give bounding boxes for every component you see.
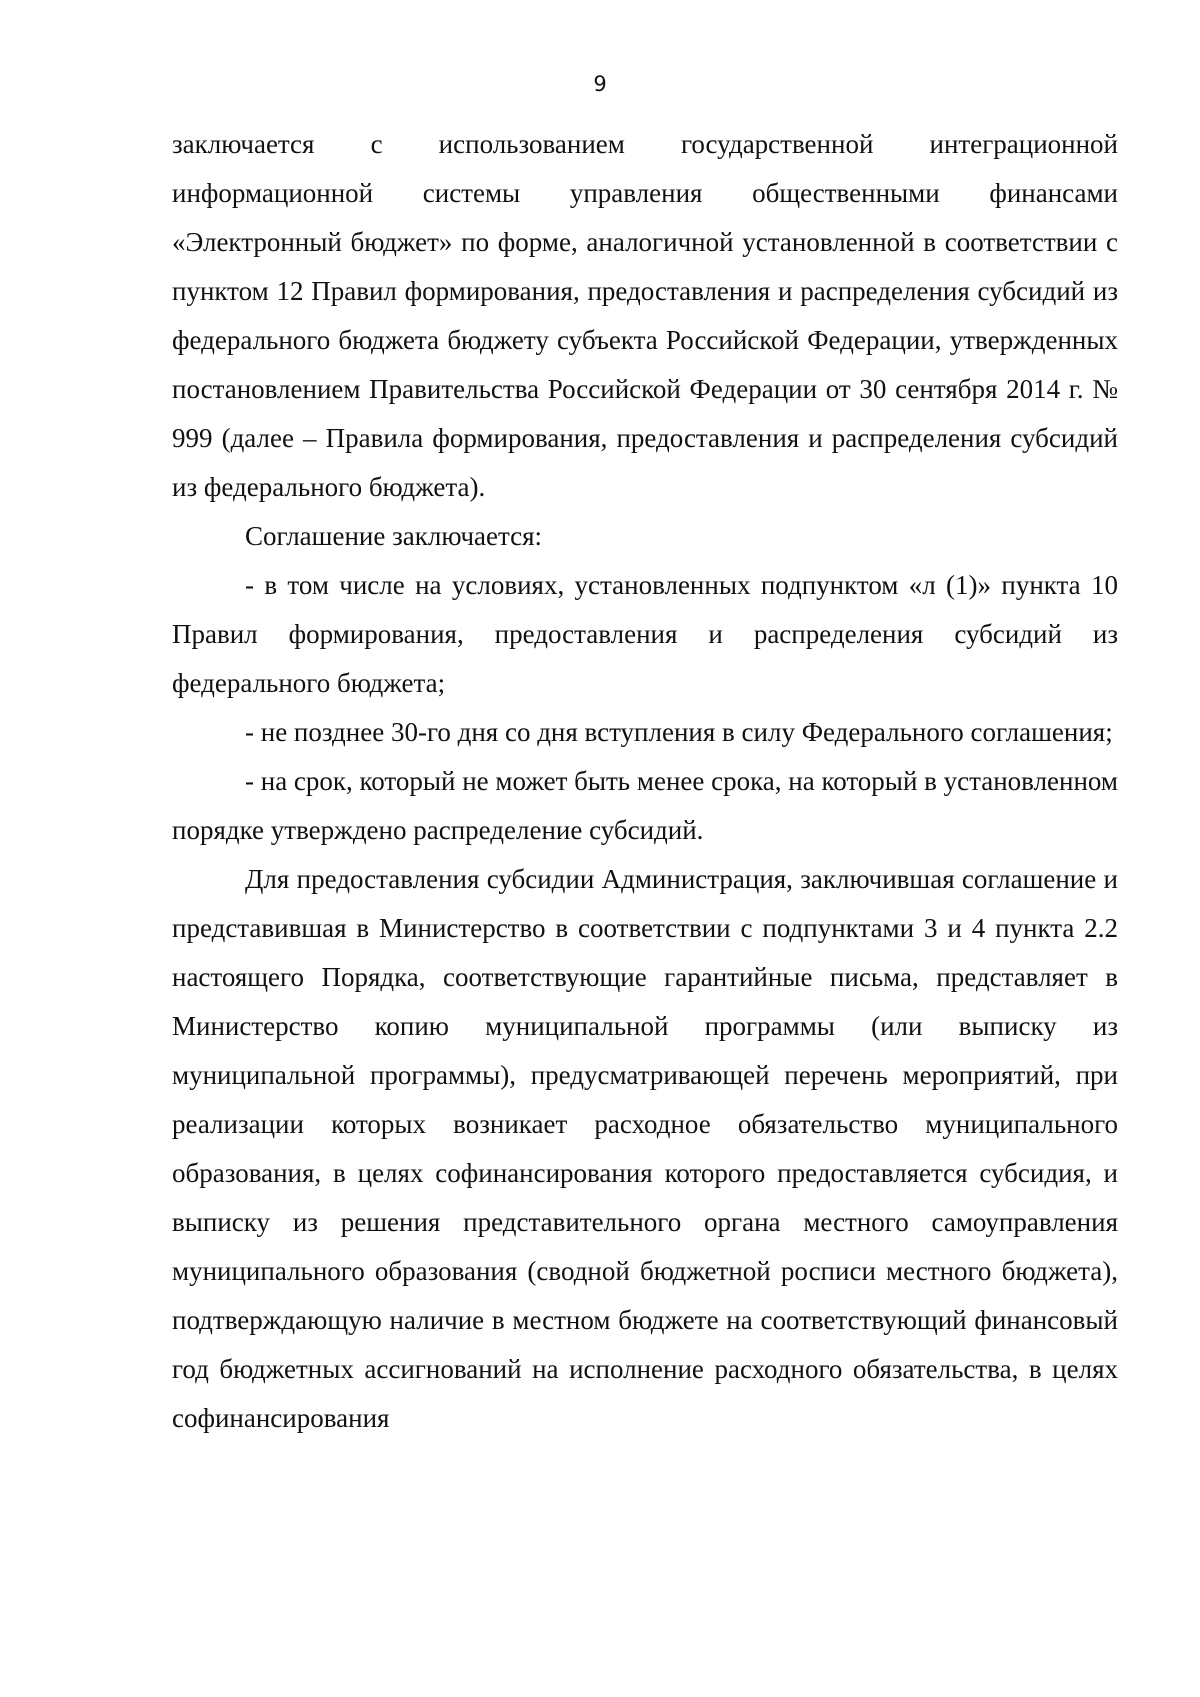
paragraph-agreement-intro: Соглашение заключается:: [245, 521, 543, 551]
paragraph-subsidy-provision: Для предоставления субсидии Администрация, заключившая соглашение и представившая в Министерство в соответствии с подпунктами 3 и 4 пункта 2.2 настоящего Порядка, соответствующие гарантийные письма, представляет в Министерство копию муниципальной программы (или выписку из муниципальной программы), предусматривающей перечень мероприятий, при реализации которых возникает расходное обязательство муниципального образования, в целях софинансирования которого предоставляется субсидия, и выписку из решения представительного органа местного самоуправления муниципального образования (сводной бюджетной росписи местного бюджета), подтверждающую наличие в местном бюджете на соответствующий финансовый год бюджетных ассигнований на исполнение расходного обязательства, в целях софинансирования: [172, 864, 1118, 1433]
page-number: 9: [593, 72, 607, 96]
document-body: [172, 120, 1118, 1443]
list-item-deadline: - не позднее 30-го дня со дня вступления в силу Федерального соглашения;: [245, 717, 1113, 747]
list-item-term: - на срок, который не может быть менее срока, на который в установленном порядке утверждено распределение субсидий.: [172, 766, 1119, 845]
paragraph-continuation: заключается с использованием государственной интеграционной информационной системы управления общественными финансами «Электронный бюджет» по форме, аналогичной установленной в соответствии с пунктом 12 Правил формирования, предоставления и распределения субсидий из федерального бюджета бюджету субъекта Российской Федерации, утвержденных постановлением Правительства Российской Федерации от 30 сентября 2014 г. № 999 (далее – Правила формирования, предоставления и распределения субсидий из федерального бюджета).: [172, 129, 1118, 502]
list-item-conditions: - в том числе на условиях, установленных подпунктом «л (1)» пункта 10 Правил формирования, предоставления и распределения субсидий из федерального бюджета;: [172, 570, 1118, 698]
